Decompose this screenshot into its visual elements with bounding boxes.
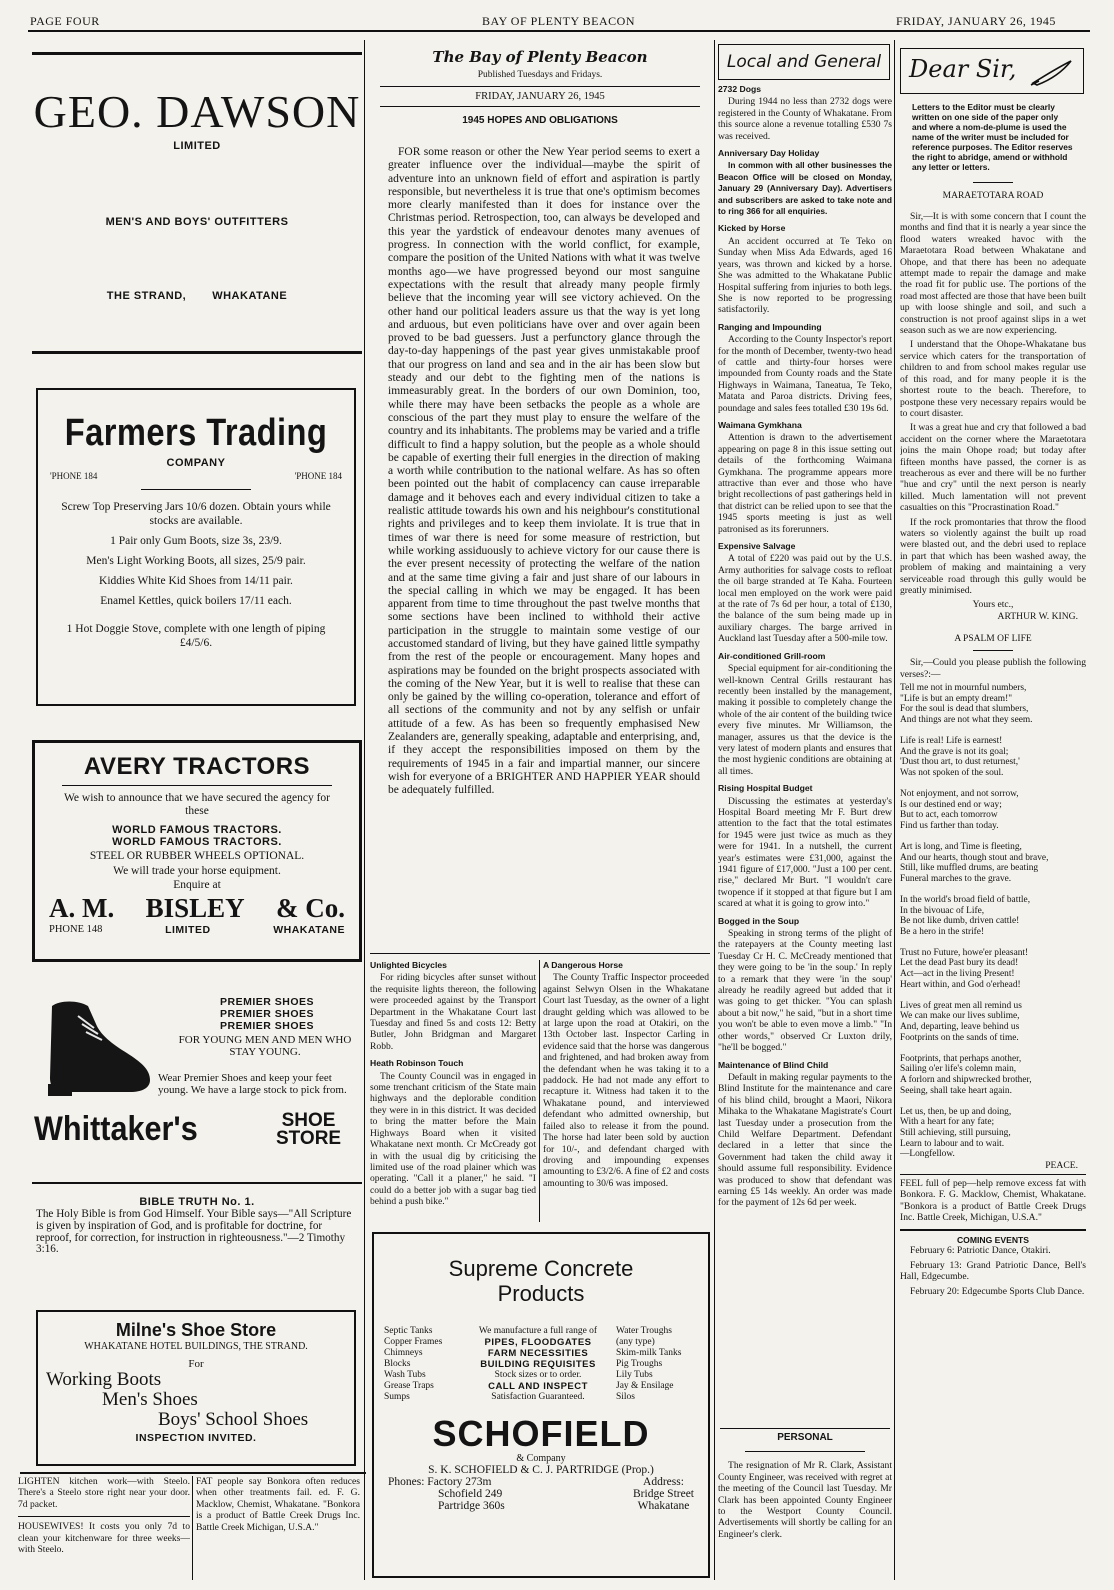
concrete-item: Stock sizes or to order. [494, 1370, 582, 1380]
event-item: February 20: Edgecumbe Sports Club Dance. [910, 1285, 1085, 1297]
premier-line: PREMIER SHOES [220, 996, 315, 1008]
divider [973, 182, 1013, 183]
letters-notice: Letters to the Editor must be clearly written on one side of the paper only and where a nom-de-plume is used the name of the writer must be included for reference purposes. The Editor reserves the right to abridge, amend or withhold any letter or letters. [912, 102, 1073, 172]
local-heading: Anniversary Day Holiday [718, 148, 820, 159]
divider [900, 1229, 1086, 1231]
psalm-intro-text: Sir,—Could you please publish the following verses?:— [900, 657, 1086, 680]
steelo-ad: HOUSEWIVES! It costs you only 7d to clean your kitchenware for three weeks—with Steelo. [18, 1521, 190, 1556]
avery-footer [35, 924, 359, 936]
steelo-ads [18, 1476, 190, 1580]
dawson-tagline: MEN'S AND BOYS' OUTFITTERS [105, 216, 289, 228]
column-rule [364, 40, 365, 1580]
divider [141, 489, 251, 490]
address-line: Address: [643, 1476, 684, 1488]
psalm-signature: PEACE. [1045, 1159, 1078, 1171]
concrete-products [374, 1326, 708, 1403]
bible-title: BIBLE TRUTH No. 1. [139, 1196, 255, 1208]
concrete-list-middle [478, 1326, 598, 1403]
local-heading: Waimana Gymkhana [718, 419, 802, 430]
milne-line: Boys' School Shoes [158, 1409, 309, 1430]
bible-truth-ad [36, 1196, 358, 1256]
concrete-item: Silos [616, 1392, 636, 1402]
steelo-ad: LIGHTEN kitchen work—with Steelo. There's a Steelo store right near your door. 7d packet. [18, 1476, 190, 1510]
letter-heading: MARAETOTARA ROAD [942, 191, 1044, 201]
local-heading: Ranging and Impounding [718, 321, 822, 332]
events-list [900, 1245, 1086, 1297]
local-general-banner [718, 44, 890, 80]
concrete-item: Septic Tanks [384, 1326, 433, 1336]
page-date: FRIDAY, JANUARY 26, 1945 [896, 14, 1056, 28]
farmers-title: Farmers Trading [64, 412, 328, 454]
concrete-item: FARM NECESSITIES [487, 1348, 589, 1359]
editorial-title: 1945 HOPES AND OBLIGATIONS [462, 115, 618, 126]
farmers-item: Men's Light Working Boots, all sizes, 25/9 pair. [86, 555, 306, 567]
farmers-company: COMPANY [166, 457, 226, 469]
divider [370, 953, 710, 954]
masthead: The Bay of Plenty Beacon [432, 48, 648, 66]
farmers-phone: 'PHONE 184 [294, 471, 342, 481]
event-item: February 13: Grand Patriotic Dance, Bell's Hall, Edgecumbe. [900, 1259, 1086, 1283]
divider [18, 1516, 190, 1517]
local-body: According to the County Inspector's report for the month of December, twenty-two head of cattle and thirty-four horses were impounded from County roads and the State Highways in Waimana, Taneatua, Te Teko, Matata and Paroa districts. Driving fees, poundage and sales fees totalled £30 19s 6d. [718, 334, 892, 414]
whittaker-name: Whittaker's [34, 1110, 198, 1148]
divider [900, 1174, 1086, 1175]
premier-shoes [220, 996, 314, 1032]
local-body: A total of £220 was paid out by the U.S. Army authorities for salvage costs to refloat the oil barge stranded at Te Kaha. Fourteen local men employed on the work were paid at the rate of 7s 6d per hour, a total of £130, the balance of the sum being made up in auxiliary charges. The barge arrived in Auckland last Tuesday after a 500-mile tow. [718, 553, 892, 645]
personal-heading: PERSONAL [777, 1432, 833, 1443]
shoe-store-line: STORE [276, 1128, 342, 1149]
dear-sir-banner [900, 48, 1084, 94]
letter-body [900, 211, 1086, 622]
brief-body: The County Council was in engaged in some trenchant criticism of the State main highways and the deplorable condition they were in in this district. It was decided to bring the matter before the Main Highways Board when it visited Whakatane next month. Cr McCready got in with the usual dig by criticising the limited use of the road plainer which was operating. "Call it a planer," he said. "I could do a better job with a sugar bag tied behind a push bike." [370, 1070, 536, 1208]
psalm-intro [900, 657, 1086, 680]
avery-line: Enquire at [173, 879, 221, 891]
divider [20, 1472, 366, 1474]
avery-line: We will trade your horse equipment. [113, 865, 281, 877]
brief-body: For riding bicycles after sunset without the requisite lights thereon, the following were proceeded against by the Transport Department in the Whakatane Court last Tuesday and fined 5s and costs 12: Betty Butler, John Bridgman and Margaret Robb. [370, 972, 536, 1052]
concrete-item: Water Troughs [616, 1326, 672, 1336]
farmers-trading-ad [36, 388, 356, 706]
avery-firm-part: BISLEY [145, 893, 245, 923]
avery-line: WORLD FAMOUS TRACTORS. [112, 836, 282, 848]
shoe-icon [38, 994, 158, 1098]
dawson-street: THE STRAND, [106, 290, 187, 302]
avery-line: WORLD FAMOUS TRACTORS. [112, 824, 282, 836]
letter-paragraph: If the rock promontaries that throw the flood waters so violently against the built up road were blasted out, and the debri used to replace in part that which has been washed away, the problem of making and maintaining a very serviceable road through this gully would be greatly minimised. [900, 516, 1086, 596]
local-heading: 2732 Dogs [718, 84, 761, 94]
farmers-phones [38, 471, 354, 481]
schofield-props: S. K. SCHOFIELD & C. J. PARTRIDGE (Prop.) [428, 1464, 654, 1476]
concrete-item: Pig Troughs [616, 1359, 663, 1369]
concrete-item: Chimneys [384, 1348, 423, 1358]
quill-pen-icon [1029, 57, 1075, 87]
concrete-item: Copper Frames [384, 1337, 443, 1347]
concrete-item: Lily Tubs [616, 1370, 653, 1380]
briefs-column-left [370, 960, 536, 1220]
premier-line: PREMIER SHOES [220, 1008, 315, 1020]
farmers-item: Screw Top Preserving Jars 10/6 dozen. Obtain yours while stocks are available. [61, 501, 331, 527]
brief-heading: A Dangerous Horse [543, 960, 623, 970]
psalm-verses: Tell me not in mournful numbers, "Life is but an empty dream!" For the soul is dead that slumbers, And things are not what they seem. Life is real! Life is earnest! And the grave is not its goal; 'Dust thou art, to dust returnest,' Was not spoken of the soul. Not enjoyment, and not sorrow, Is our destined end or way; But to act, each tomorrow Find us farther than today. Art is long, and Time is fleeting, And our hearts, though stout and brave, Still, like muffled drums, are beating Funeral marches to the grave. In the world's broad field of battle, In the bivouac of Life, Be not like dumb, driven cattle! Be a hero in the strife! Trust no Future, howe'er pleasant! Let the dead Past bury its dead! Act—act in the living Present! Heart within, and God o'erhead! Lives of great men all remind us We can make our lives sublime, And, departing, leave behind us Footprints on the sands of time. Footprints, that perhaps another, Sailing o'er life's colemn main, A forlorn and shipwrecked brother, Seeing, shall take heart again. Let us, then, be up and doing, With a heart for any fate; Still achieving, still pursuing, Learn to labour and to wait. —Longfellow. [900, 683, 1049, 1160]
local-heading: Bogged in the Soup [718, 915, 800, 926]
concrete-list-left [384, 1326, 460, 1403]
letter-paragraph: I understand that the Ohope-Whakatane bus service which caters for the transportation of children to and from school makes regular use of this road, and for many people it is the shortest route to the beach. Therefore, to postpone these very necessary repairs would be to court disaster. [900, 339, 1086, 419]
concrete-item: Wash Tubs [384, 1370, 426, 1380]
divider [720, 1428, 890, 1429]
concrete-title-line: Supreme Concrete [448, 1256, 634, 1281]
divider [973, 650, 1013, 651]
concrete-item: BUILDING REQUISITES [480, 1359, 596, 1370]
local-body: During 1944 no less than 2732 dogs were registered in the County of Whakatane. From this source alone a revenue totalling £530 7s was received. [718, 96, 892, 142]
farmers-phone: 'PHONE 184 [50, 471, 98, 481]
dawson-limited: LIMITED [173, 140, 221, 152]
bonkora-ad: FAT people say Bonkora often reduces when other treatments fail. ed. F. G. Macklow, Chemist, Whakatane. "Bonkora is a product of Battle Creek Drugs Inc. Battle Creek Michigan, U.S.A." [196, 1476, 360, 1533]
local-body: Special equipment for air-conditioning the well-known Central Grills restaurant has recently been installed by the management, making it possible to completely change the whole of the air content of the building twice every five minutes. Mr Williamson, the manager, assures us that the device is the very latest of modern plants and ensures that the most hygienic conditions are obtaining at all times. [718, 663, 892, 777]
letter-paragraph: Sir,—It is with some concern that I count the months and find that it is nearly a year since the flood waters wreaked havoc with the Maraetotara Road between Whakatane and Ohope, and that there has been no adequate attempt made to repair the damage and make the road fit for public use. The portions of the road most affected are those that have been built up with loose shingle and soil, and such a construction is not proof against slips in a wet season such as we are now experiencing. [900, 211, 1086, 337]
address-line: Whakatane [637, 1500, 690, 1512]
published-note: Published Tuesdays and Fridays. [477, 70, 603, 80]
letter-signoff: Yours etc., [972, 599, 1014, 611]
avery-limited: LIMITED [165, 924, 211, 936]
phone-line: Schofield 249 [438, 1488, 503, 1500]
concrete-list-right [616, 1326, 698, 1403]
local-heading: Rising Hospital Budget [718, 783, 813, 794]
concrete-item: CALL AND INSPECT [488, 1381, 588, 1392]
phone-line: Partridge 360s [438, 1500, 505, 1512]
schofield-address [633, 1476, 694, 1512]
concrete-item: We manufacture a full range of [478, 1326, 598, 1336]
divider [380, 86, 700, 87]
farmers-item: 1 Hot Doggie Stove, complete with one length of piping £4/5/6. [66, 623, 326, 649]
local-heading: Maintenance of Blind Child [718, 1059, 829, 1070]
premier-young: FOR YOUNG MEN AND MEN WHO STAY YOUNG. [178, 1034, 352, 1058]
avery-line: STEEL OR RUBBER WHEELS OPTIONAL. [89, 850, 305, 862]
psalm-heading: A PSALM OF LIFE [954, 634, 1032, 645]
concrete-item: (any type) [616, 1337, 655, 1347]
divider [745, 1451, 865, 1452]
milne-inspection: INSPECTION INVITED. [135, 1432, 257, 1444]
local-general-title: Local and General [726, 52, 882, 72]
premier-line: PREMIER SHOES [220, 1020, 315, 1032]
letter-author: ARTHUR W. KING. [997, 610, 1078, 622]
page-number: PAGE FOUR [30, 14, 100, 28]
concrete-item: Skim-milk Tanks [616, 1348, 682, 1358]
local-body: Discussing the estimates at yesterday's Hospital Board meeting Mr F. Burt drew attention to the fact that the total estimates for 1945 were just twice as much as they were for 1941. In a nutshell, the current year's estimates were £31,000, against the 1941 figure of £17,000. "Just a 100 per cent. rise," declared Mr Burt. "I wouldn't care twopence if it stopped at that figure but I am scared at what it is going to grow into." [718, 795, 892, 910]
local-heading: Air-conditioned Grill-room [718, 650, 826, 661]
avery-town: WHAKATANE [273, 924, 345, 936]
concrete-title [374, 1256, 708, 1306]
header-rule [28, 30, 1090, 32]
milne-address: WHAKATANE HOTEL BUILDINGS, THE STRAND. [84, 1341, 308, 1352]
supreme-concrete-ad [372, 1232, 710, 1578]
brief-heading: Unlighted Bicycles [370, 960, 447, 970]
concrete-item: Jay & Ensilage [616, 1381, 674, 1391]
dawson-address [32, 290, 362, 302]
brief-heading: Heath Robinson Touch [370, 1058, 464, 1069]
shoe-store-line: SHOE [281, 1110, 336, 1131]
farmers-items [38, 500, 354, 650]
farmers-item: Enamel Kettles, quick boilers 17/11 each. [100, 595, 292, 607]
concrete-item: PIPES, FLOODGATES [484, 1337, 592, 1348]
schofield-phones [388, 1476, 505, 1512]
column-rule [192, 1476, 193, 1580]
shoe-store [276, 1112, 341, 1148]
dawson-ad [32, 52, 362, 354]
farmers-item: Kiddies White Kid Shoes from 14/11 pair. [99, 575, 293, 587]
avery-phone: PHONE 148 [49, 924, 103, 935]
column-rule [539, 960, 540, 1222]
dawson-town: WHAKATANE [212, 290, 288, 302]
divider [32, 1182, 362, 1184]
letter-paragraph: It was a great hue and cry that followed a bad accident on the corner where the Maraetotara joins the main Ohope road; but today after fifteen months have passed, the corner is as treacherous as ever and there will be no further "hue and cry" until the next person is nearly killed. Much lamentation will not prevent casualties on this "Procrastination Road." [900, 422, 1086, 514]
editorial-column [370, 44, 710, 944]
concrete-title-line: Products [497, 1281, 585, 1306]
bible-body: The Holy Bible is from God Himself. Your Bible says—"All Scripture is given by inspiration of God, and is profitable for doctrine, for reproof, for correction, for instruction in righteousness."—2 Timothy 3:16. [36, 1208, 352, 1256]
concrete-item: Blocks [384, 1359, 411, 1369]
address-line: Bridge Street [633, 1488, 694, 1500]
phone-line: Phones: Factory 273m [388, 1476, 492, 1488]
column-rule [894, 40, 895, 1580]
editorial-body: FOR some reason or other the New Year period seems to exert a greater influence over the individual—maybe the spirit of adventure into an unknown field of effort and aspiration is partly responsible, but nevertheless it is true that one's optimism becomes more clearly manifested than it does for instance over the Christmas period. Retrospection, too, can always be developed and this year the yardstick of endeavour denotes many avenues of progress. In connection with the world conflict, for example, compare the position of the United Nations with what it was twelve months ago—we have progressed beyond our most sanguine expectations with the result that already many people firmly believe that the incoming year will see victory achieved. On the other hand our political leaders assure us that the way is yet long and arduous, but even politicians have over and over again been proved to be bad guessers. Just a perfunctory glance through the day-to-day happenings of the past year gives unmistakable proof that our progress on land and sea and in the air has been slow but steady and our debt to the fighting men of the nations is immeasurably great. In the borders of our own Dominion, too, while there may have been setbacks the people as a whole are conscious of the part they must play to ensure the welfare of the country and its inhabitants. The problems may be varied and a trifle difficult to find a happy solution, but the people as a whole should be capable of exerting their full energies in the direction of making a worth while contribution to the national welfare. As has so often been pointed out the habit of complacency can cause irreparable damage and it behoves each and every individual citizen to take a realistic attitude towards his own and his neighbour's constitutional rights and privileges and to keep them inviolate. It is true that in times of war there is need for some measure of restriction, but while working assiduously to achieve victory for our cause there is the ever present necessity of protecting the welfare of the nation and at the same time giving a fair and just share of our labours in the special calling in which we may be engaged. It has been apparent from time to time throughout the past twelve months that some sections have been inclined to withhold their active participation in the struggle to maintain some vestige of our accustomed standard of living, but they have gained little sympathy from the rest of the people or encouragement. Many hopes and aspirations may be founded on the bright prospects associated with the coming of the New Year, but it is well to realise that these can only be gained by the willing co-operation, tolerance and effort of all sections of the community and not by any selfish or unfair attitude of a few. As has been so frequently emphasised New Zealanders are, generally speaking, adaptable and enterprising, and, if they accept the responsibilities imposed on them by the requirements of 1945 in a fair and impartial manner, our sincere wish for everyone of a BRIGHTER AND HAPPIER YEAR should be adequately fulfilled. [388, 146, 700, 797]
concrete-item: Sumps [384, 1392, 410, 1402]
schofield-contacts [374, 1476, 708, 1512]
avery-line: We wish to announce that we have secured the agency for these [63, 792, 331, 817]
local-body: Attention is drawn to the advertisement appearing on page 8 in this issue setting out details of the forthcoming Waimana Gymkhana. The programme appears more attractive than ever and those who have bright recollections of past gatherings held in that district can be relied upon to see that the 1945 sports meeting is just as well patronised as its forerunners. [718, 432, 892, 535]
divider [62, 785, 332, 786]
local-body: In common with all other businesses the Beacon Office will be closed on Monday, January 29 (Anniversary Day). Advertisers and subscribers are asked to take note and to ring 366 for all enquiries. [718, 160, 892, 217]
avery-firm [35, 893, 359, 924]
farmers-item: 1 Pair only Gum Boots, size 3s, 23/9. [110, 535, 282, 547]
premier-wear: Wear Premier Shoes and keep your feet young. We have a large stock to pick from. [158, 1072, 347, 1096]
letters-column [900, 98, 1086, 1580]
avery-title: AVERY TRACTORS [83, 753, 311, 780]
whittaker-ad [32, 988, 362, 1174]
avery-firm-part: A. M. [49, 893, 115, 923]
bonkora-ad: FEEL full of pep—help remove excess fat with Bonkora. F. G. Macklow, Chemist, Whakatane. "Bonkora is a product of Battle Creek Drugs Inc. Battle Creek, Michigan, U.S.A." [900, 1177, 1086, 1223]
milne-line: Men's Shoes [102, 1389, 198, 1410]
milne-for: For [188, 1358, 204, 1370]
events-heading: COMING EVENTS [956, 1235, 1030, 1246]
local-body: An accident occurred at Te Teko on Sunday when Miss Ada Edwards, aged 16 years, was thrown and kicked by a horse. She was admitted to the Whakatane Public Hospital suffering from injuries to both legs. She is now reported to be progressing satisfactorily. [718, 235, 892, 316]
editorial-date: FRIDAY, JANUARY 26, 1945 [475, 91, 605, 102]
avery-firm-part: & Co. [275, 893, 345, 923]
milne-shoe-store-ad [36, 1310, 356, 1466]
dear-sir-logo: Dear Sir, [909, 55, 1017, 83]
local-heading: Expensive Salvage [718, 541, 796, 552]
column-rule [714, 40, 715, 1580]
avery-tractors-ad [32, 740, 362, 962]
schofield-co: & Company [516, 1453, 566, 1464]
brief-body: The County Traffic Inspector proceeded against Selwyn Olsen in the Whakatane Court last Tuesday, as the owner of a light draught gelding which was allowed to be at large upon the road at Otakiri, on the 13th October last. Inspector Carling in evidence said that the horse was dangerous and frightened, and had broken away from the defendant when he was taking it to a paddock. He had not made any effort to recapture it. Witness had taken it to the Whakatane pound, and interviewed defendant who admitted ownership, but failed also to release it from the pound. The horse had later been sold by auction for 10/-, and defendant charged with droving and impounding expenses amounting to £3/2/6. A fine of £2 and costs amounting to 30/6 was imposed. [543, 972, 709, 1189]
milne-title: Milne's Shoe Store [115, 1320, 277, 1340]
local-general-column [718, 84, 892, 1424]
personal-body: The resignation of Mr R. Clark, Assistant County Engineer, was received with regret at the meeting of the Council last Tuesday. Mr Clark has been appointed County Engineer to the Westport County Council. Advertisements will shortly be calling for an Engineer's clerk. [718, 1460, 892, 1540]
local-body: Speaking in strong terms of the plight of the ratepayers at the County meeting last Tuesday Cr H. C. McCready mentioned that they were going to be 'in the soup.' In reply to a remark that they were 'in the soup' already he readily agreed but added that it was going to get thicker. "You can splash about a bit now," he said, "but in a short time you won't be able to even move a limb." "In other words," observed Cr Luxton drily, "he'll be bogged." [718, 928, 892, 1054]
local-body: Default in making regular payments to the Blind Institute for the maintenance and care of his blind child, brought a Maori, Nikora Mihaka to the Whakatane Magistrate's Court last Tuesday under a prosecution from the Child Welfare Department. Defendant declared in a letter that since the Government had taken the child away it should assume full responsibility. Evidence was produced to show that defendant was earning £5 14s weekly. An order was made for the payment of 12s 6d per week. [718, 1071, 892, 1209]
concrete-item: Satisfaction Guaranteed. [491, 1392, 585, 1402]
paper-name: BAY OF PLENTY BEACON [482, 14, 636, 28]
event-item: February 6: Patriotic Dance, Otakiri. [910, 1245, 1051, 1257]
schofield-name: SCHOFIELD [432, 1413, 650, 1454]
milne-line: Working Boots [46, 1369, 162, 1390]
personal-section [718, 1432, 892, 1582]
local-heading: Kicked by Horse [718, 223, 786, 234]
divider [380, 106, 700, 107]
briefs-column-right [543, 960, 709, 1220]
dawson-name: GEO. DAWSON [33, 86, 361, 137]
concrete-item: Grease Traps [384, 1381, 434, 1391]
